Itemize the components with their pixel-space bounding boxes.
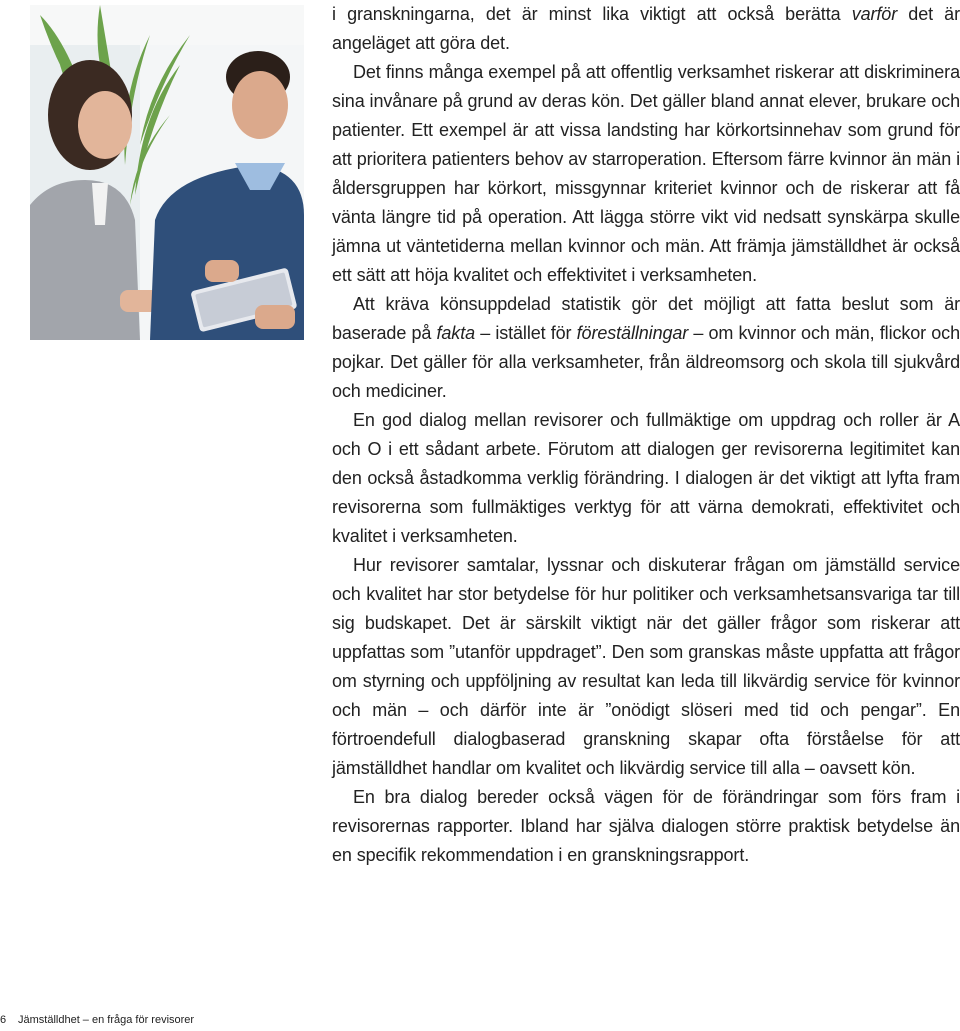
body-paragraph xyxy=(332,406,960,551)
text-run: – om kvinnor och män, flickor och pojkar. Det gäller för alla verksamheter, från äldreomsorg och skola till sjukvård och mediciner. xyxy=(332,323,960,401)
footer-title: Jämställdhet – en fråga för revisorer xyxy=(18,1014,195,1026)
article-body xyxy=(332,0,960,870)
text-run: – istället för xyxy=(475,323,577,343)
photo-illustration xyxy=(30,5,304,340)
text-run: En bra dialog bereder också vägen för de förändringar som förs fram i revisorernas rapporter. Ibland har själva dialogen större praktisk betydelse än en specifik rekommendation i en granskningsrapport. xyxy=(332,787,960,865)
body-paragraph xyxy=(332,290,960,406)
page-number: 6 xyxy=(0,1014,7,1026)
body-paragraph xyxy=(332,551,960,783)
text-run: Det finns många exempel på att offentlig verksamhet riskerar att diskriminera sina invånare på grund av deras kön. Det gäller bland annat elever, brukare och patienter. Ett exempel är att vissa landsting har körkortsinnehav som grund för att prioritera patienters behov av starroperation. Eftersom färre kvinnor än män i åldersgruppen har körkort, missgynnar kriteriet kvinnor och de riskerar att få vänta längre tid på operation. Att lägga större vikt vid nedsatt synskärpa skulle jämna ut väntetiderna mellan kvinnor och män. Att främja jämställdhet är också ett sätt att höja kvalitet och effektivitet i verksamheten. xyxy=(332,62,960,285)
text-run: i granskningarna, det är minst lika viktigt att också berätta xyxy=(332,4,852,24)
italic-text: varför xyxy=(851,4,898,24)
photo-colleagues-reading-tablet xyxy=(30,5,304,340)
text-run: det är angeläget att göra det. xyxy=(332,4,960,53)
text-run: Att kräva könsuppdelad statistik gör det möjligt att fatta beslut som är baserade på xyxy=(332,294,960,343)
page-footer xyxy=(0,1014,194,1026)
body-paragraph xyxy=(332,58,960,290)
italic-text: fakta xyxy=(436,323,476,343)
text-run: En god dialog mellan revisorer och fullmäktige om uppdrag och roller är A och O i ett sådant arbete. Förutom att dialogen ger revisorerna legitimitet kan den också åstadkomma verklig förändring. I dialogen är det viktigt att lyfta fram revisorerna som fullmäktiges verktyg för att värna demokrati, effektivitet och kvalitet i verksamheten. xyxy=(332,410,960,546)
italic-text: föreställningar xyxy=(576,323,689,343)
body-paragraph xyxy=(332,0,960,58)
text-run: Hur revisorer samtalar, lyssnar och diskuterar frågan om jämställd service och kvalitet har stor betydelse för hur politiker och verksamhetsansvariga tar till sig budskapet. Det är särskilt viktigt när det gäller frågor som riskerar att uppfattas som ”utanför uppdraget”. Den som granskas måste uppfatta att frågor om styrning och uppföljning av resultat kan leda till likvärdig service för kvinnor och män – och därför inte är ”onödigt slöseri med tid och pengar”. En förtroendefull dialogbaserad granskning skapar ofta förståelse för att jämställdhet handlar om kvalitet och likvärdig service till alla – oavsett kön. xyxy=(332,555,960,778)
body-paragraph xyxy=(332,783,960,870)
